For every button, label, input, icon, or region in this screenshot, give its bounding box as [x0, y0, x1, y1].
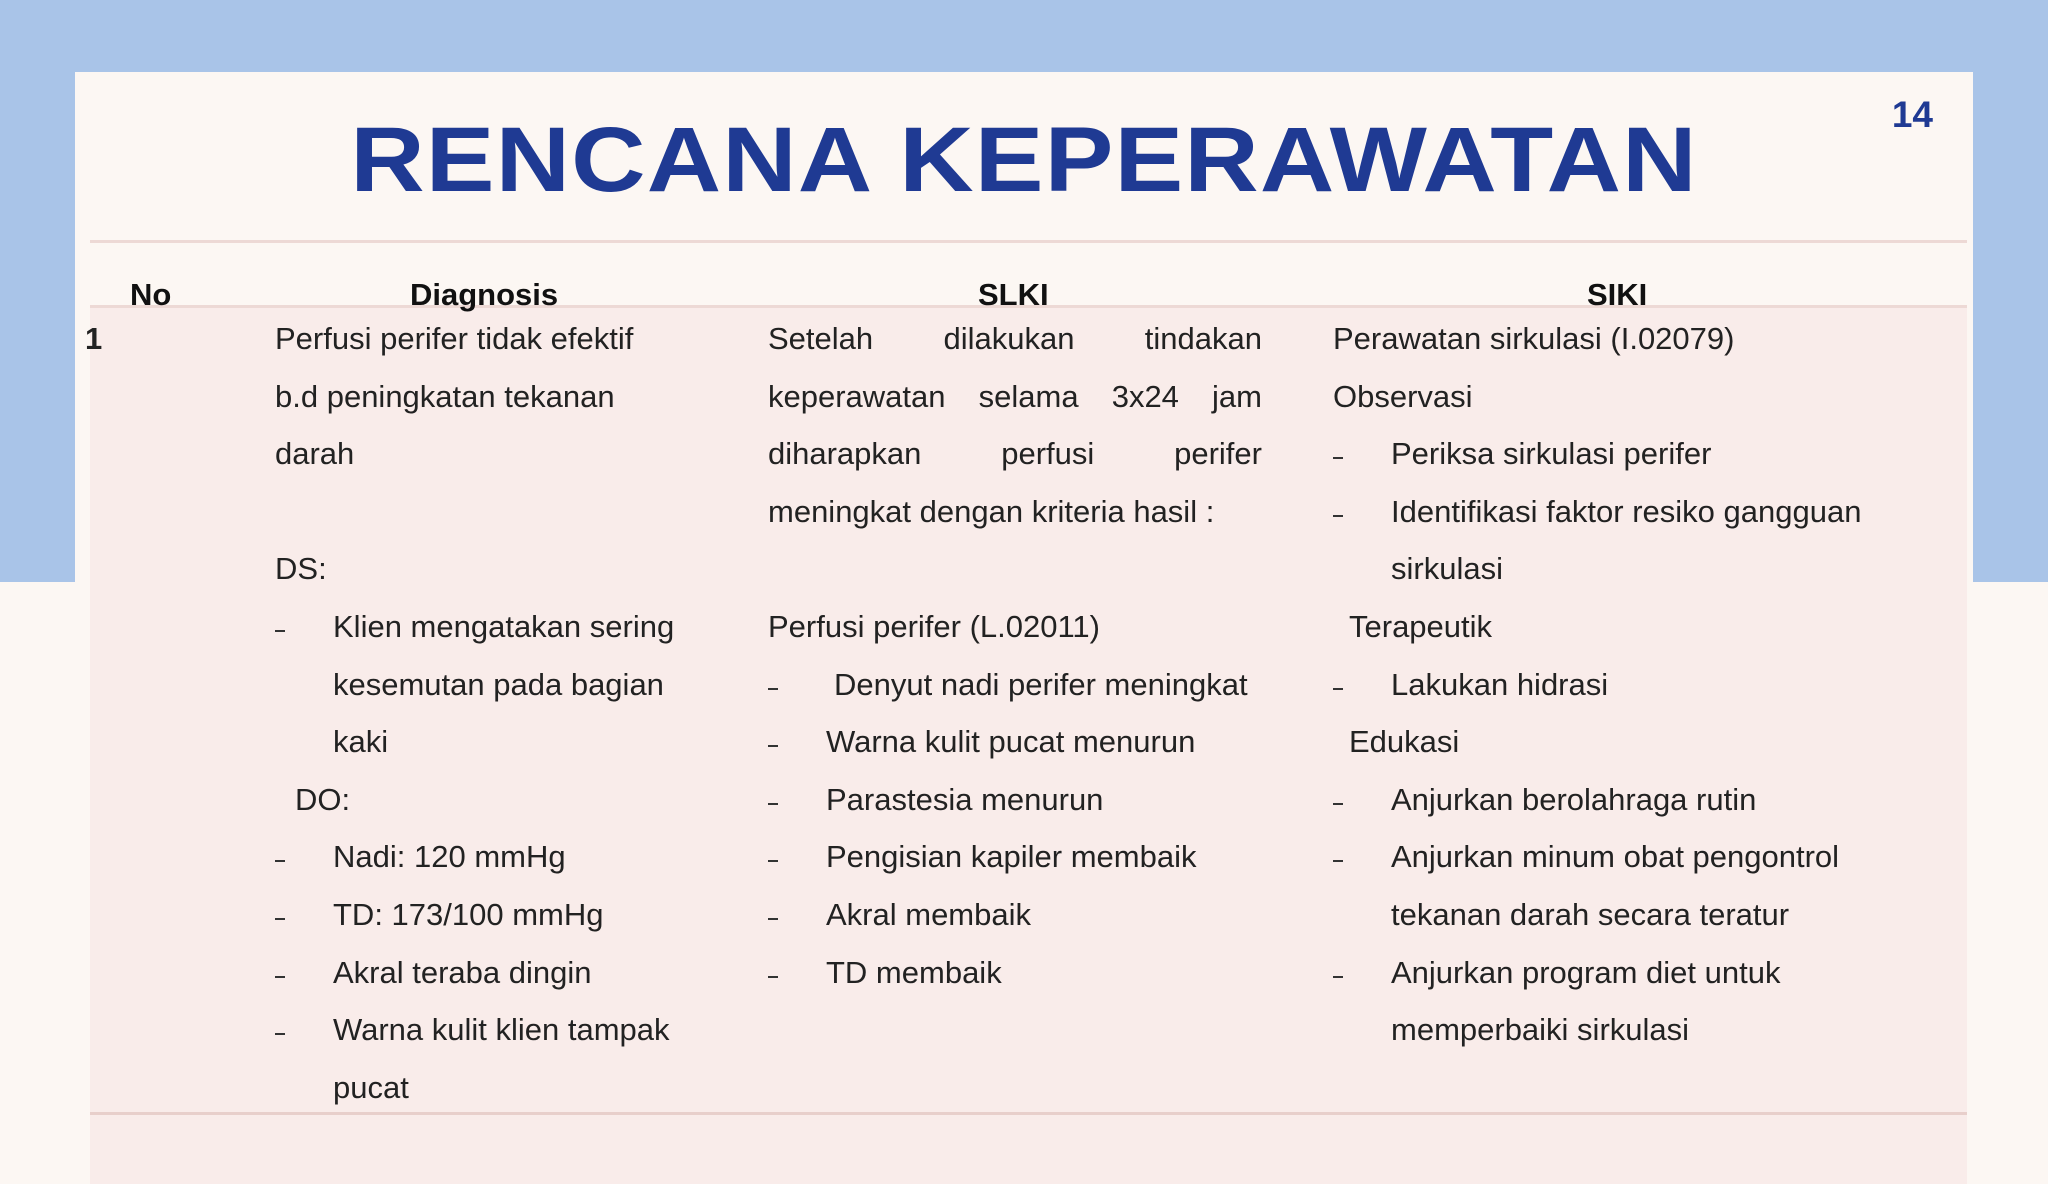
- dash-bullet: [275, 976, 285, 978]
- page-title: RENCANA KEPERAWATAN: [350, 109, 1698, 211]
- dash-bullet: [1333, 803, 1343, 805]
- siki-item-line: Periksa sirkulasi perifer: [1391, 436, 1712, 472]
- ds-item-line: kesemutan pada bagian: [333, 666, 664, 702]
- siki-item-line: Lakukan hidrasi: [1391, 666, 1609, 702]
- ds-label: DS:: [275, 551, 327, 587]
- dash-bullet: [1333, 976, 1343, 978]
- dash-bullet: [768, 803, 778, 805]
- slki-item: [768, 828, 1262, 886]
- siki-edukasi-label: Edukasi: [1349, 724, 1460, 760]
- do-item-line: Akral teraba dingin: [333, 954, 592, 990]
- slki-outcome-title: Perfusi perifer (L.02011): [768, 608, 1100, 644]
- siki-observasi-label: Observasi: [1333, 378, 1473, 414]
- siki-terapeutik-label: Terapeutik: [1349, 608, 1493, 644]
- header-diagnosis: Diagnosis: [410, 277, 559, 312]
- do-item: [275, 944, 735, 1002]
- diagnosis-cell: [275, 310, 735, 1116]
- dash-bullet: [275, 630, 285, 632]
- diagnosis-line: darah: [275, 436, 355, 472]
- dash-bullet: [1333, 515, 1343, 517]
- dash-bullet: [275, 860, 285, 862]
- siki-edukasi-item: [1333, 828, 1953, 943]
- dash-bullet: [768, 688, 778, 690]
- siki-title: Perawatan sirkulasi (I.02079): [1333, 321, 1735, 356]
- dash-bullet: [275, 1033, 285, 1035]
- dash-bullet: [768, 976, 778, 978]
- table-top-rule: [90, 240, 1967, 243]
- siki-item-line: Anjurkan program diet untuk: [1391, 954, 1781, 990]
- ds-item-line: kaki: [333, 724, 389, 760]
- slki-intro-line: Setelah dilakukan tindakan: [768, 321, 1262, 356]
- dash-bullet: [1333, 457, 1343, 459]
- siki-observasi-item: [1333, 425, 1953, 483]
- slki-intro-line: meningkat dengan kriteria hasil :: [768, 493, 1215, 529]
- row-number: 1: [85, 321, 103, 356]
- slki-item-text: Parastesia menurun: [826, 781, 1104, 817]
- ds-item: [275, 598, 735, 771]
- siki-edukasi-item: [1333, 771, 1953, 829]
- slki-intro-line: diharapkan perfusi perifer: [768, 436, 1262, 472]
- slki-item-text: Pengisian kapiler membaik: [826, 839, 1197, 875]
- slki-item-text: TD membaik: [826, 954, 1002, 990]
- header-siki: SIKI: [1587, 277, 1648, 312]
- slki-item: [768, 886, 1262, 944]
- siki-item-line: Anjurkan berolahraga rutin: [1391, 781, 1757, 817]
- page-number: 14: [1891, 94, 1933, 135]
- do-item-line: TD: 173/100 mmHg: [333, 896, 604, 932]
- siki-item-line: tekanan darah secara teratur: [1391, 896, 1790, 932]
- siki-item-line: Identifikasi faktor resiko gangguan: [1391, 493, 1862, 529]
- slki-item: [768, 771, 1262, 829]
- siki-item-line: Anjurkan minum obat pengontrol: [1391, 839, 1840, 875]
- header-no: No: [130, 277, 172, 312]
- do-item: [275, 1001, 735, 1116]
- siki-edukasi-item: [1333, 944, 1953, 1059]
- spacer: [275, 483, 735, 541]
- siki-observasi-item: [1333, 483, 1953, 598]
- slki-item-text: Denyut nadi perifer meningkat: [834, 666, 1248, 702]
- siki-item-line: sirkulasi: [1391, 551, 1503, 587]
- diagnosis-line: b.d peningkatan tekanan: [275, 378, 615, 414]
- do-item-line: Nadi: 120 mmHg: [333, 839, 566, 875]
- siki-item-line: memperbaiki sirkulasi: [1391, 1012, 1690, 1048]
- do-item-line: pucat: [333, 1069, 409, 1105]
- siki-cell: [1333, 310, 1953, 1059]
- slki-item: [768, 713, 1262, 771]
- slki-item-text: Akral membaik: [826, 896, 1031, 932]
- siki-terapeutik-item: [1333, 656, 1953, 714]
- diagnosis-line: Perfusi perifer tidak efektif: [275, 321, 634, 356]
- spacer: [768, 540, 1262, 598]
- dash-bullet: [1333, 688, 1343, 690]
- slki-cell: [768, 310, 1262, 1001]
- do-label: DO:: [295, 781, 351, 817]
- dash-bullet: [768, 918, 778, 920]
- do-item: [275, 886, 735, 944]
- do-item: [275, 828, 735, 886]
- slki-item: [768, 656, 1262, 714]
- dash-bullet: [1333, 860, 1343, 862]
- slki-intro-line: keperawatan selama 3x24 jam: [768, 378, 1262, 414]
- slki-item-text: Warna kulit pucat menurun: [826, 724, 1196, 760]
- slki-item: [768, 944, 1262, 1002]
- dash-bullet: [768, 745, 778, 747]
- do-item-line: Warna kulit klien tampak: [333, 1012, 670, 1048]
- dash-bullet: [275, 918, 285, 920]
- dash-bullet: [768, 860, 778, 862]
- header-slki: SLKI: [978, 277, 1049, 312]
- ds-item-line: Klien mengatakan sering: [333, 608, 675, 644]
